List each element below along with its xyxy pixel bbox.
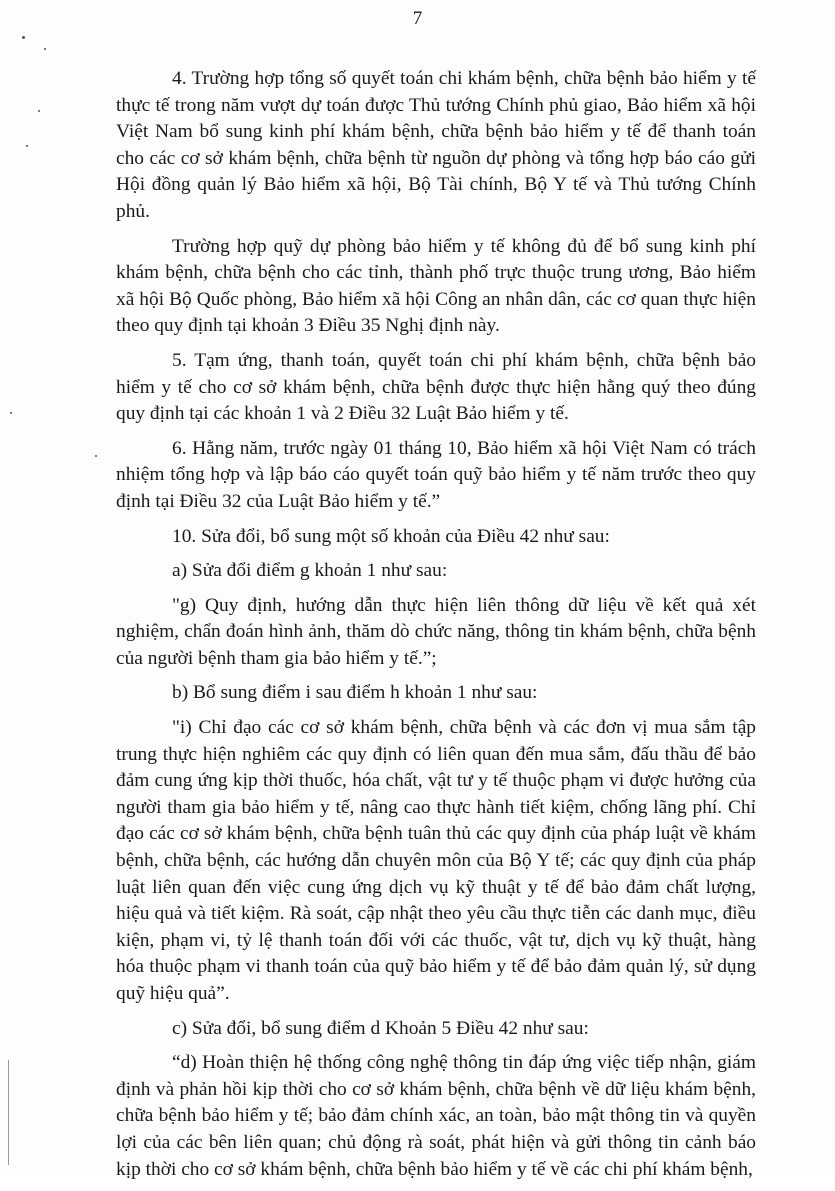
scan-speck — [95, 455, 97, 457]
paragraph-clause-5: 5. Tạm ứng, thanh toán, quyết toán chi phí khám bệnh, chữa bệnh bảo hiểm y tế cho cơ sở khám bệnh, chữa bệnh được thực hiện hằng quý theo đúng quy định tại các khoản 1 và 2 Điều 32 Luật Bảo hiểm y tế. — [116, 349, 756, 425]
document-body — [116, 66, 756, 1191]
paragraph-point-d: “d) Hoàn thiện hệ thống công nghệ thông tin đáp ứng việc tiếp nhận, giám định và phản hồi kịp thời cho cơ sở khám bệnh, chữa bệnh về dữ liệu khám bệnh, chữa bệnh bảo hiểm y tế; bảo đảm chính xác, an toàn, bảo mật thông tin và quyền lợi của các bên liên quan; chủ động rà soát, phát hiện và gửi thông tin cảnh báo kịp thời cho cơ sở khám bệnh, chữa bệnh bảo hiểm y tế về các chi phí khám bệnh, — [116, 1052, 756, 1180]
page-number: 7 — [412, 8, 423, 29]
scan-speck — [44, 48, 46, 50]
paragraph-point-g: "g) Quy định, hướng dẫn thực hiện liên thông dữ liệu về kết quả xét nghiệm, chẩn đoán hình ảnh, thăm dò chức năng, thông tin khám bệnh, chữa bệnh của người bệnh tham gia bảo hiểm y tế.”; — [116, 594, 756, 669]
scan-speck — [10, 412, 12, 414]
scan-speck — [22, 36, 25, 39]
paragraph-reserve-fund: Trường hợp quỹ dự phòng bảo hiểm y tế không đủ để bổ sung kinh phí khám bệnh, chữa bệnh cho các tỉnh, thành phố trực thuộc trung ương, Bảo hiểm xã hội Bộ Quốc phòng, Bảo hiểm xã hội Công an nhân dân, các cơ quan thực hiện theo quy định tại khoản 3 Điều 35 Nghị định này. — [116, 235, 756, 337]
paragraph-point-i: "i) Chỉ đạo các cơ sở khám bệnh, chữa bệnh và các đơn vị mua sắm tập trung thực hiện nghiêm các quy định có liên quan đến mua sắm, đấu thầu để bảo đảm cung ứng kịp thời thuốc, hóa chất, vật tư y tế thuộc phạm vi được hưởng của người tham gia bảo hiểm y tế, nâng cao thực hành tiết kiệm, chống lãng phí. Chỉ đạo các cơ sở khám bệnh, chữa bệnh tuân thủ các quy định của pháp luật về khám bệnh, chữa bệnh, các hướng dẫn chuyên môn của Bộ Y tế; các quy định của pháp luật liên quan đến việc cung ứng dịch vụ kỹ thuật y tế để bảo đảm chất lượng, hiệu quả và tiết kiệm. Rà soát, cập nhật theo yêu cầu thực tiễn các danh mục, điều kiện, phạm vi, tỷ lệ thanh toán đối với các thuốc, vật tư, dịch vụ kỹ thuật, hàng hóa thuộc phạm vi thanh toán của quỹ bảo hiểm y tế để bảo đảm quản lý, sử dụng quỹ hiệu quả”. — [116, 717, 756, 1004]
paragraph-clause-4: 4. Trường hợp tổng số quyết toán chi khám bệnh, chữa bệnh bảo hiểm y tế thực tế trong năm vượt dự toán được Thủ tướng Chính phủ giao, Bảo hiểm xã hội Việt Nam bổ sung kinh phí khám bệnh, chữa bệnh bảo hiểm y tế để thanh toán cho các cơ sở khám bệnh, chữa bệnh từ nguồn dự phòng và tổng hợp báo cáo gửi Hội đồng quản lý Bảo hiểm xã hội, Bộ Tài chính, Bộ Y tế và Thủ tướng Chính phủ. — [116, 68, 756, 222]
scan-speck — [26, 145, 28, 147]
scan-margin-line — [8, 1060, 9, 1165]
scan-speck — [38, 110, 40, 112]
paragraph-item-10: 10. Sửa đổi, bổ sung một số khoản của Điều 42 như sau: — [172, 525, 610, 547]
paragraph-item-a: a) Sửa đổi điểm g khoản 1 như sau: — [172, 560, 448, 582]
paragraph-item-c: c) Sửa đổi, bổ sung điểm d Khoản 5 Điều 42 như sau: — [172, 1017, 589, 1039]
paragraph-item-b: b) Bổ sung điểm i sau điểm h khoản 1 như sau: — [172, 682, 538, 704]
paragraph-clause-6: 6. Hằng năm, trước ngày 01 tháng 10, Bảo hiểm xã hội Việt Nam có trách nhiệm tổng hợp và lập báo cáo quyết toán quỹ bảo hiểm y tế năm trước theo quy định tại Điều 32 của Luật Bảo hiểm y tế.” — [116, 437, 756, 512]
